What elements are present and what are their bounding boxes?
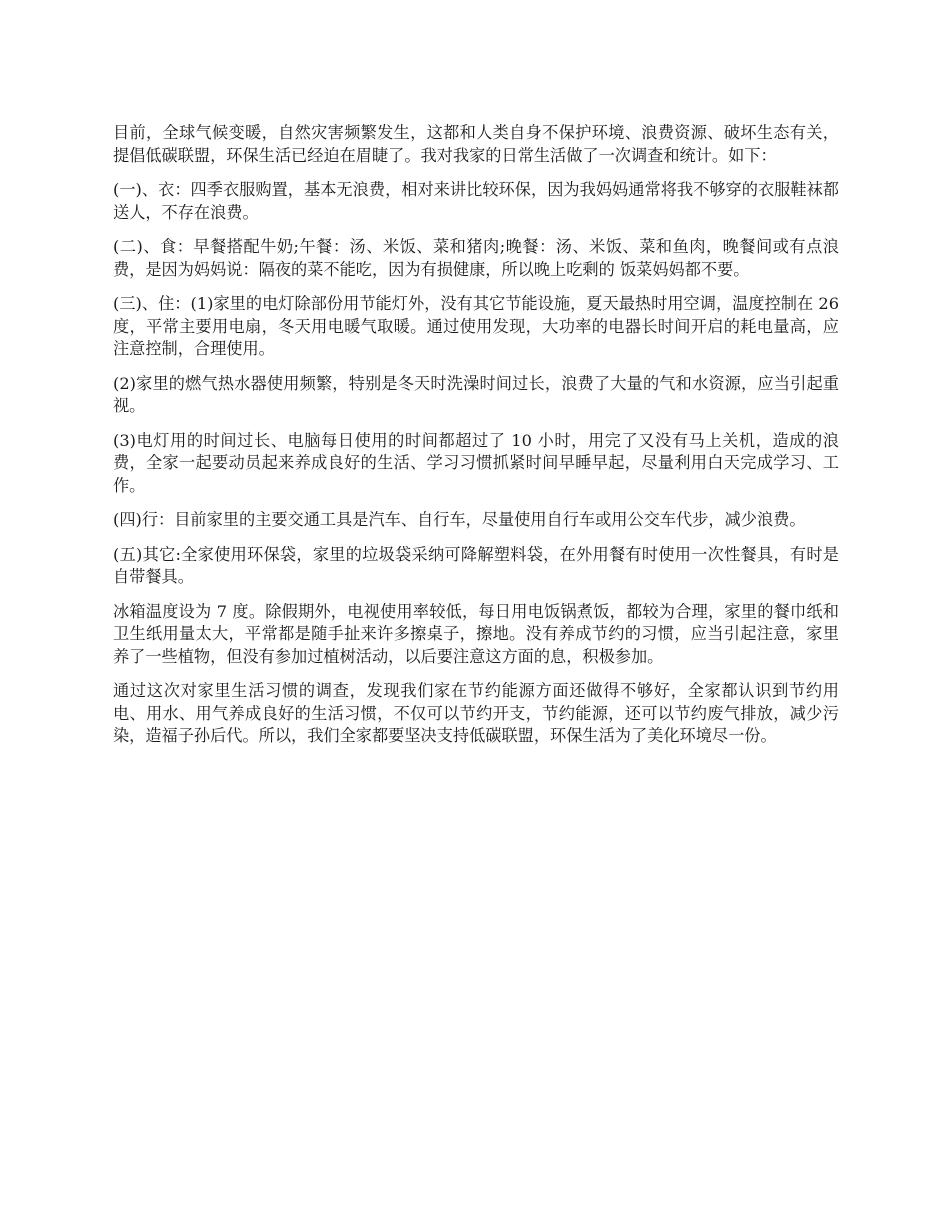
paragraph-fridge: 冰箱温度设为 7 度。除假期外，电视使用率较低，每日用电饭锅煮饭，都较为合理，家里的餐巾纸和卫生纸用量太大，平常都是随手扯来许多擦桌子，擦地。没有养成节约的习惯，应当引起注意，家里养了一些植物，但没有参加过植树活动，以后要注意这方面的息，积极参加。 (113, 601, 839, 666)
paragraph-food: (二)、食：早餐搭配牛奶;午餐：汤、米饭、菜和猪肉;晚餐：汤、米饭、菜和鱼肉，晚餐间或有点浪费，是因为妈妈说：隔夜的菜不能吃，因为有损健康，所以晚上吃剩的 饭菜妈妈都不要。 (113, 237, 839, 279)
paragraph-intro: 目前，全球气候变暖，自然灾害频繁发生，这都和人类自身不保护环境、浪费资源、破坏生态有关，提倡低碳联盟，环保生活已经迫在眉睫了。我对我家的日常生活做了一次调查和统计。如下： (113, 123, 839, 165)
paragraph-transport: (四)行：目前家里的主要交通工具是汽车、自行车，尽量使用自行车或用公交车代步，减少浪费。 (113, 510, 806, 529)
paragraph-housing-1: (三)、住：(1)家里的电灯除部份用节能灯外，没有其它节能设施，夏天最热时用空调，温度控制在 26 度，平常主要用电扇，冬天用电暖气取暖。通过使用发现，大功率的电器长时间开启的耗电量高，应注意控制，合理使用。 (113, 294, 839, 358)
paragraph-housing-3: (3)电灯用的时间过长、电脑每日使用的时间都超过了 10 小时，用完了又没有马上关机，造成的浪费，全家一起要动员起来养成良好的生活、学习习惯抓紧时间早睡早起，尽量利用白天完成学习、工作。 (113, 430, 839, 495)
paragraph-conclusion: 通过这次对家里生活习惯的调查，发现我们家在节约能源方面还做得不够好，全家都认识到节约用电、用水、用气养成良好的生活习惯，不仅可以节约开支，节约能源，还可以节约废气排放，减少污染，造福子孙后代。所以，我们全家都要坚决支持低碳联盟，环保生活为了美化环境尽一份。 (113, 681, 839, 745)
paragraph-other: (五)其它:全家使用环保袋，家里的垃圾袋采纳可降解塑料袋，在外用餐有时使用一次性餐具，有时是自带餐具。 (113, 544, 839, 586)
paragraph-housing-2: (2)家里的燃气热水器使用频繁，特别是冬天时洗澡时间过长，浪费了大量的气和水资源，应当引起重视。 (113, 373, 839, 415)
document-body (113, 122, 839, 760)
paragraph-clothing: (一)、衣：四季衣服购置，基本无浪费，相对来讲比较环保，因为我妈妈通常将我不够穿的衣服鞋袜都送人，不存在浪费。 (113, 180, 839, 222)
